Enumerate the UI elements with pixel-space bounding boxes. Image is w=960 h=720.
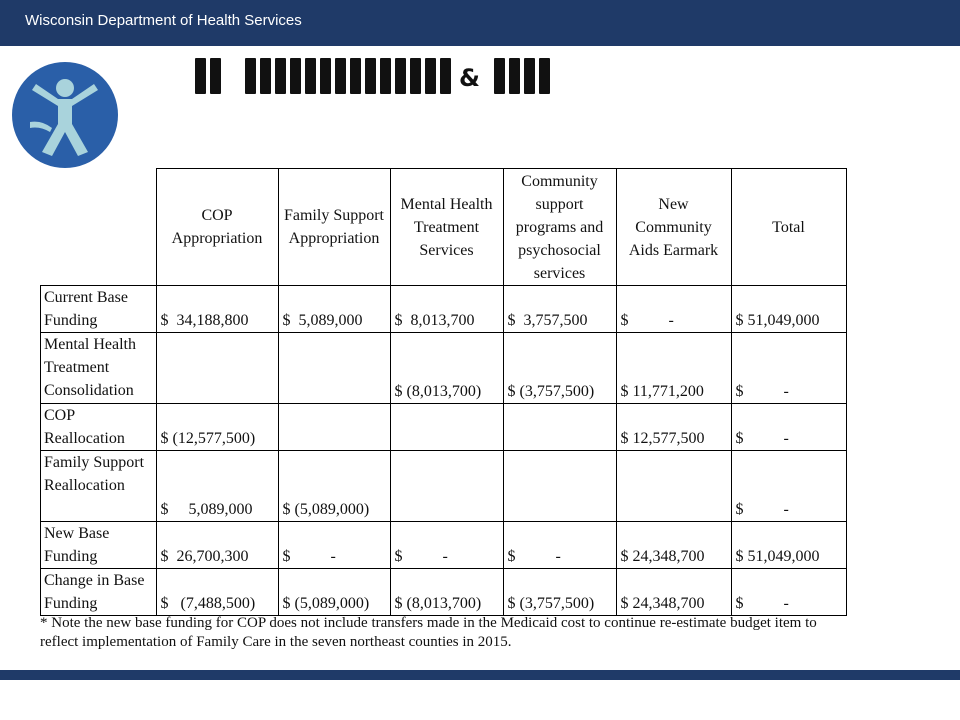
row-label: Current Base Funding [41,286,157,333]
table-cell [278,333,390,404]
table-cell: $ 26,700,300 [156,522,278,569]
table-header-row [41,169,847,286]
row-label: Change in Base Funding [41,569,157,616]
funding-table [40,168,847,616]
table-cell: $ 51,049,000 [731,286,846,333]
table-cell: $ 34,188,800 [156,286,278,333]
table-cell: $ 5,089,000 [156,451,278,522]
footnote: * Note the new base funding for COP does not include transfers made in the Medicaid cost to continue re-estimate budget item to reflect implementation of Family Care in the seven northeast counties in 2015. [40,615,817,650]
page-title: & [195,58,895,128]
row-label: New Base Funding [41,522,157,569]
dhs-logo-icon [12,62,118,168]
table-cell: $ (12,577,500) [156,404,278,451]
table-cell [390,451,503,522]
table-cell: $ - [278,522,390,569]
row-label: Mental Health Treatment Consolidation [41,333,157,404]
table-row [41,522,847,569]
column-header: Mental Health Treatment Services [390,169,503,286]
table-cell [503,404,616,451]
table-cell: $ (3,757,500) [503,569,616,616]
table-cell: $ 8,013,700 [390,286,503,333]
table-cell: $ - [731,333,846,404]
table-row [41,404,847,451]
column-header: Community support programs and psychosocial services [503,169,616,286]
table-cell: $ - [616,286,731,333]
footer-bar [0,670,960,680]
table-row [41,333,847,404]
table-cell: $ 3,757,500 [503,286,616,333]
table-cell: $ 24,348,700 [616,569,731,616]
organization-name: Wisconsin Department of Health Services [25,12,302,29]
table-cell: $ (3,757,500) [503,333,616,404]
table-cell [616,451,731,522]
column-header: COP Appropriation [156,169,278,286]
column-header: Family Support Appropriation [278,169,390,286]
table-cell [278,404,390,451]
table-cell: $ (5,089,000) [278,569,390,616]
table-cell: $ 11,771,200 [616,333,731,404]
table-cell [503,451,616,522]
table-cell: $ (8,013,700) [390,333,503,404]
table-row [41,451,847,522]
table-cell: $ (5,089,000) [278,451,390,522]
table-corner [41,169,157,286]
row-label: Family Support Reallocation [41,451,157,522]
table-cell: $ (7,488,500) [156,569,278,616]
column-header: New Community Aids Earmark [616,169,731,286]
row-label: COP Reallocation [41,404,157,451]
table-cell: $ 5,089,000 [278,286,390,333]
table-cell: $ - [390,522,503,569]
table-row [41,569,847,616]
table-cell: $ - [731,404,846,451]
column-header: Total [731,169,846,286]
table-cell: $ - [731,451,846,522]
table-cell: $ 51,049,000 [731,522,846,569]
table-cell: $ (8,013,700) [390,569,503,616]
table-cell: $ 12,577,500 [616,404,731,451]
table-cell: $ - [731,569,846,616]
table-cell: $ 24,348,700 [616,522,731,569]
table-cell: $ - [503,522,616,569]
header-bar [0,0,960,46]
table-cell [156,333,278,404]
table-cell [390,404,503,451]
table-row [41,286,847,333]
